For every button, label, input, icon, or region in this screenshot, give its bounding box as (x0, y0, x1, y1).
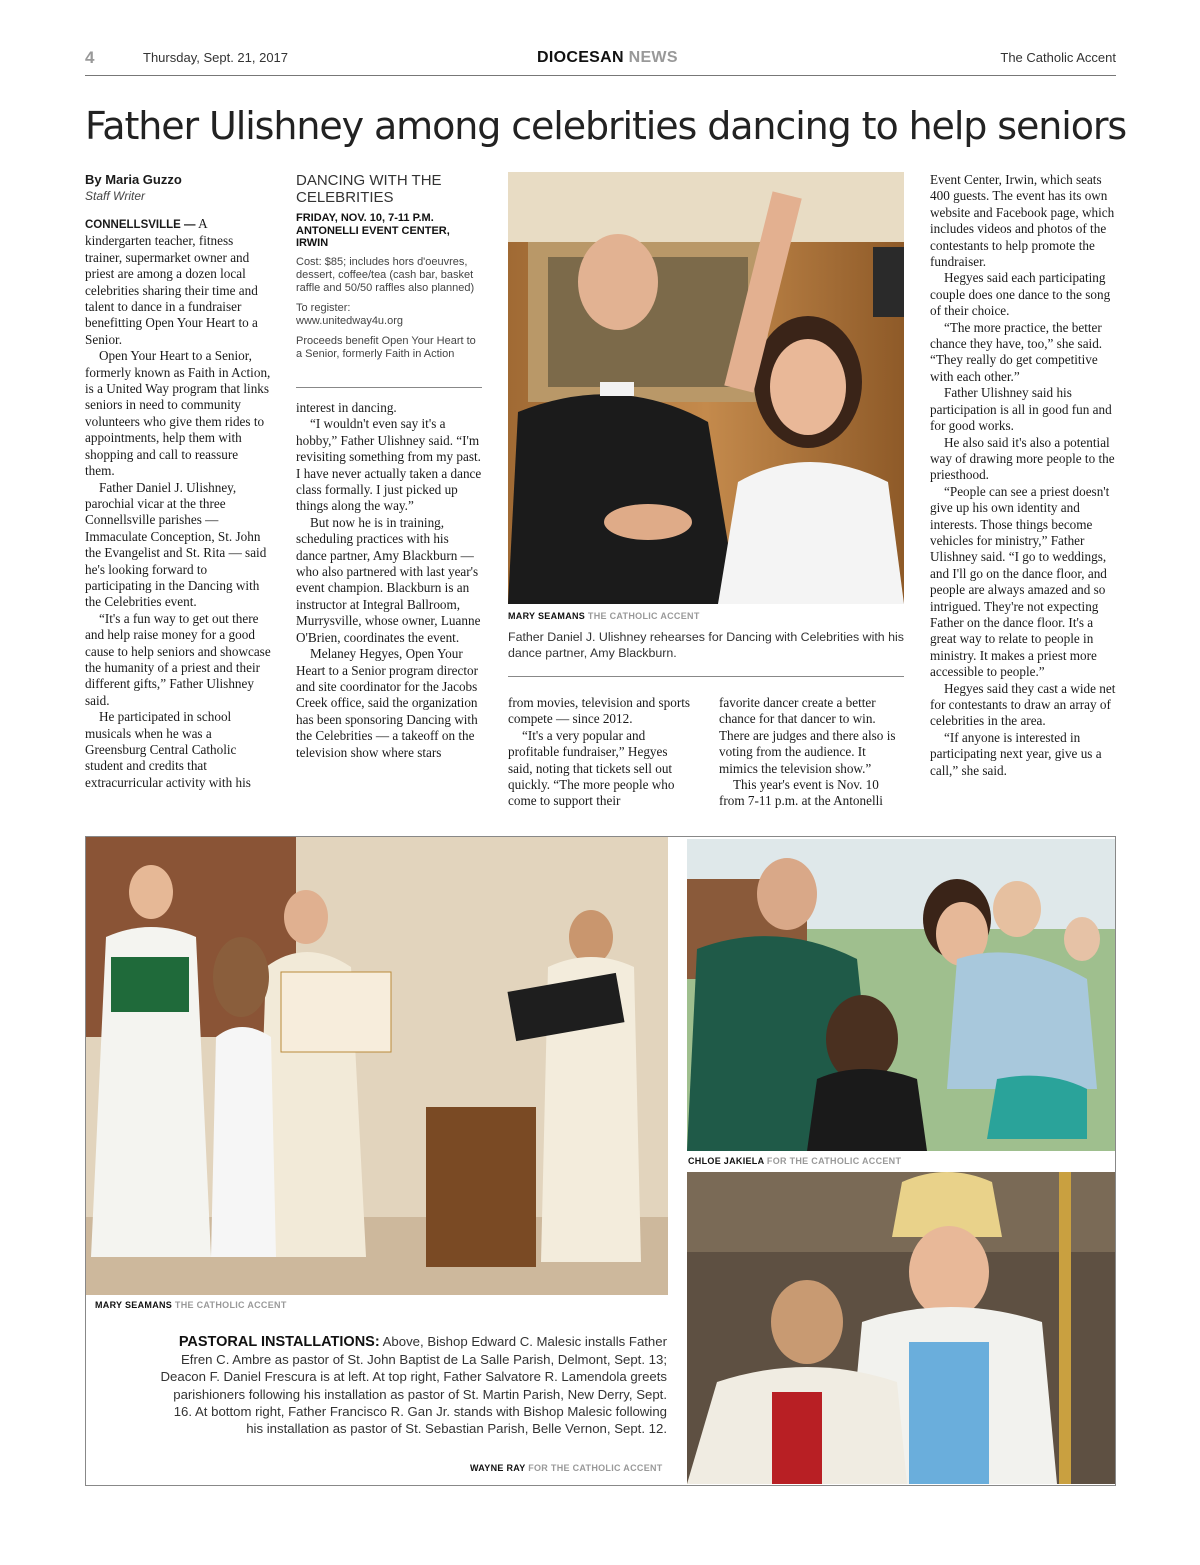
event-sidebar (296, 172, 482, 367)
dateline: CONNELLSVILLE — (85, 219, 196, 231)
installation-photo-topright (687, 839, 1115, 1151)
article-paragraph: He participated in school musicals when he was a Greensburg Central Catholic student and credits that extracurricular activity with his (85, 709, 251, 790)
article-paragraph: from movies, television and sports compete — since 2012. (508, 695, 691, 727)
article-paragraph: interest in dancing. (296, 400, 397, 415)
article-paragraph: Event Center, Irwin, which seats 400 guests. The event has its own website and Facebook page, which includes videos and photos of the contestants to help promote the fundraiser. (930, 172, 1115, 270)
article-paragraph: “It's a very popular and profitable fundraiser,” Hegyes said, noting that tickets sell out quickly. “The more people who come to support their (508, 727, 675, 809)
dance-photo (508, 172, 904, 604)
sidebar-proceeds: Proceeds benefit Open Your Heart to a Senior, formerly Faith in Action (296, 334, 476, 360)
sidebar-when: FRIDAY, NOV. 10, 7-11 P.M. ANTONELLI EVENT CENTER, IRWIN (296, 212, 450, 249)
installation-photo-left-image (86, 837, 668, 1295)
article-column-4 (719, 695, 905, 810)
installation-photo-left (86, 837, 668, 1295)
article-paragraph: “The more practice, the better chance they have, too,” she said. “They really do get competitive with each other.” (930, 319, 1103, 384)
article-column-5 (930, 172, 1116, 779)
dance-photo-caption: Father Daniel J. Ulishney rehearses for Dancing with Celebrities with his dance partner, Amy Blackburn. (508, 630, 904, 660)
article-paragraph: Father Ulishney said his participation is all in good fun and for good works. (930, 385, 1112, 434)
article-paragraph: This year's event is Nov. 10 from 7-11 p.m. at the Antonelli (719, 777, 883, 809)
sidebar-register-url: www.unitedway4u.org (296, 315, 404, 328)
article-paragraph: “It's a fun way to get out there and help raise money for a good cause to help seniors and showcase the humanity of a priest and their different gifts,” Father Ulishney said. (85, 610, 271, 708)
article-column-3 (508, 695, 694, 810)
photographer-name: WAYNE RAY (470, 1463, 526, 1473)
article-paragraph: “People can see a priest doesn't give up his own identity and interests. Those things become vehicles for ministry,” Father Ulishney said. “I go to weddings, and I'll go on the dance floor, and people are always amazed and so intrigued. They're not expecting Father on the dance floor. It's a great way to relate to people in ministry. It makes a priest more accessible to people.” (930, 483, 1110, 680)
installation-topright-credit (688, 1156, 901, 1166)
sidebar-cost: Cost: $85; includes hors d'oeuvres, dessert, coffee/tea (cash bar, basket raffle and 50/50 raffles also planned) (296, 255, 475, 295)
header-rule (85, 75, 1116, 76)
sidebar-register-label: To register: (296, 301, 351, 314)
article-paragraph: Father Daniel J. Ulishney, parochial vicar at the three Connellsville parishes — Immaculate Conception, St. John the Evangelist and St. Rita — said he's looking forward to participating in the Dancing with the Celebrities event. (85, 479, 267, 610)
installations-caption (160, 1333, 667, 1437)
installation-bottomright-credit (470, 1463, 663, 1473)
article-paragraph: Melaney Hegyes, Open Your Heart to a Senior program director and site coordinator for the Jacobs Creek office, said the organization has been sponsoring Dancing with the Celebrities — a takeoff on the television show where stars (296, 646, 478, 760)
photo-credit-org: FOR THE CATHOLIC ACCENT (528, 1463, 663, 1473)
article-column-2 (296, 400, 482, 761)
dance-photo-credit (508, 611, 700, 621)
article-column-1 (85, 172, 271, 791)
article-paragraph: “I wouldn't even say it's a hobby,” Father Ulishney said. “I'm revisiting something from my past. I have never actually taken a dance class formally. I just picked up things along the way.” (296, 416, 482, 514)
photo-credit-org: THE CATHOLIC ACCENT (587, 611, 700, 621)
article-paragraph: CONNELLSVILLE — A kindergarten teacher, fitness trainer, supermarket owner and priest are among a dozen local celebrities sharing their time and talent to dance in a fundraiser benefitting Open Your Heart to a Senior. (85, 216, 258, 347)
installation-photo-bottomright-image (687, 1172, 1115, 1484)
byline-name: By Maria Guzzo (85, 172, 182, 187)
sidebar-rule (296, 387, 482, 388)
photo-credit-org: THE CATHOLIC ACCENT (174, 1300, 287, 1310)
caption-kicker: PASTORAL INSTALLATIONS: (178, 1334, 380, 1350)
dance-photo-image (508, 172, 904, 604)
article-paragraph: But now he is in training, scheduling practices with his dance partner, Amy Blackburn — who also partnered with last year's event champion. Blackburn is an instructor at Integral Ballroom, Murrysville, whose owner, Luanne O'Brien, coordinates the event. (296, 514, 481, 645)
article-paragraph: Open Your Heart to a Senior, formerly known as Faith in Action, is a United Way program that links seniors in need to community volunteers who give them rides to appointments, help them with shopping and call to reassure them. (85, 348, 271, 479)
installation-photo-topright-image (687, 839, 1115, 1151)
caption-rule (508, 676, 904, 677)
byline-title: Staff Writer (85, 189, 146, 203)
section-name (537, 49, 678, 67)
photographer-name: MARY SEAMANS (95, 1300, 173, 1310)
photo-credit-org: FOR THE CATHOLIC ACCENT (766, 1156, 902, 1166)
installation-photo-bottomright (687, 1172, 1115, 1484)
installation-left-credit (95, 1300, 287, 1310)
article-paragraph: Hegyes said they cast a wide net for contestants to draw an array of celebrities in the area. (930, 680, 1116, 729)
section-name-bold: DIOCESAN (537, 49, 624, 66)
photographer-name: MARY SEAMANS (508, 611, 586, 621)
publication-name: The Catholic Accent (1000, 50, 1116, 65)
issue-date: Thursday, Sept. 21, 2017 (143, 50, 289, 65)
article-paragraph: Hegyes said each participating couple does one dance to the song of their choice. (930, 270, 1111, 319)
page-header (85, 48, 1116, 72)
section-name-light: NEWS (628, 49, 678, 66)
article-paragraph: favorite dancer create a better chance for that dancer to win. There are judges and there also is voting from the audience. It mimics the television show.” (719, 695, 896, 776)
sidebar-title: DANCING WITH THE CELEBRITIES (296, 172, 442, 206)
headline: Father Ulishney among celebrities dancing to help seniors (85, 104, 1127, 148)
article-paragraph: “If anyone is interested in participating next year, give us a call,” she said. (930, 729, 1102, 778)
caption-text: Above, Bishop Edward C. Malesic installs Father Efren C. Ambre as pastor of St. John Baptist de La Salle Parish, Delmont, Sept. 13; Deacon F. Daniel Frescura is at left. At top right, Father Salvatore R. Lamendola greets parishioners following his installation as pastor of St. Martin Parish, New Derry, Sept. 16. At bottom right, Father Francisco R. Gan Jr. stands with Bishop Malesic following his installation as pastor of St. Sebastian Parish, Belle Vernon, Sept. 12. (160, 1334, 667, 1437)
photographer-name: CHLOE JAKIELA (688, 1156, 765, 1166)
page-number: 4 (85, 48, 95, 67)
article-paragraph: He also said it's also a potential way of drawing more people to the priesthood. (930, 434, 1115, 483)
